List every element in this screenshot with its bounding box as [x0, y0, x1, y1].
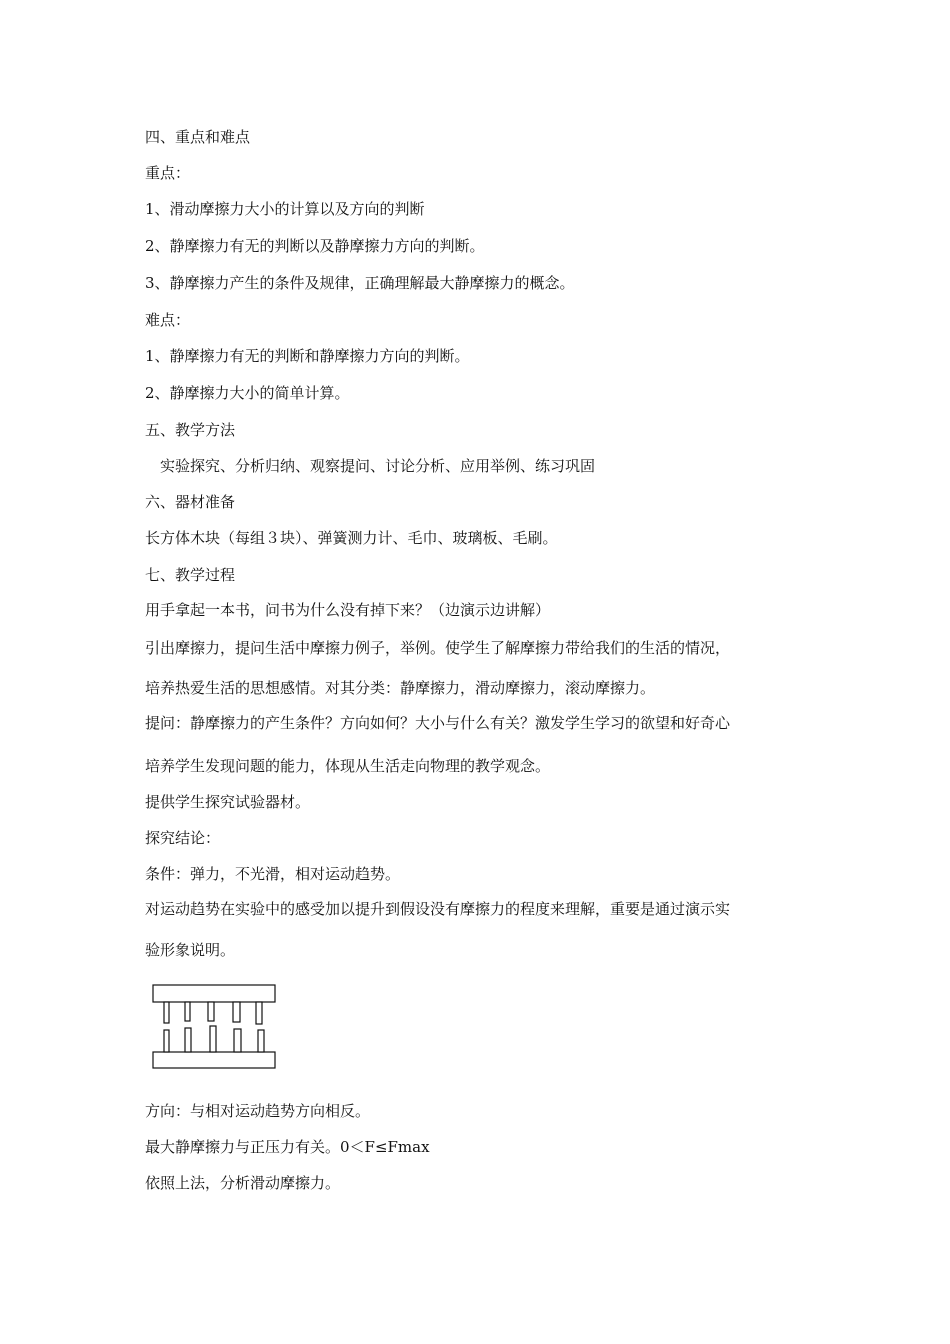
- bristle-bottom-4: [234, 1029, 241, 1052]
- key-point-1: 1、滑动摩擦力大小的计算以及方向的判断: [145, 200, 425, 218]
- bristle-top-5: [256, 1002, 262, 1024]
- section-5-heading: 五、教学方法: [145, 421, 236, 439]
- materials-text: 长方体木块（每组３块）、弹簧测力计、毛巾、玻璃板、毛刷。: [145, 529, 558, 547]
- bristle-bottom-3: [210, 1026, 216, 1052]
- process-line-1: 用手拿起一本书，问书为什么没有掉下来？（边演示边讲解）: [145, 601, 551, 619]
- condition-line: 条件：弹力，不光滑，相对运动趋势。: [145, 865, 401, 883]
- conclusion-label: 探究结论：: [145, 829, 221, 847]
- process-line-6: 提供学生探究试验器材。: [145, 793, 311, 811]
- difficulties-label: 难点：: [145, 311, 191, 329]
- section-7-heading: 七、教学过程: [145, 566, 236, 584]
- direction-line: 方向：与相对运动趋势方向相反。: [145, 1102, 371, 1120]
- bottom-plate: [153, 1052, 275, 1068]
- bristle-bottom-2: [185, 1028, 191, 1052]
- bristle-top-4: [233, 1002, 240, 1022]
- bristle-top-1: [164, 1002, 169, 1023]
- explanation-line-2: 验形象说明。: [145, 941, 236, 959]
- section-4-heading: 四、重点和难点: [145, 128, 251, 146]
- teaching-methods-text: 实验探究、分析归纳、观察提问、讨论分析、应用举例、练习巩固: [160, 457, 596, 475]
- bristle-top-2: [185, 1002, 190, 1021]
- sliding-friction-line: 依照上法，分析滑动摩擦力。: [145, 1174, 341, 1192]
- process-line-5: 培养学生发现问题的能力，体现从生活走向物理的教学观念。: [145, 757, 551, 775]
- bristle-bottom-5: [258, 1030, 264, 1052]
- top-plate: [153, 985, 275, 1002]
- key-points-label: 重点：: [145, 164, 191, 182]
- process-line-3: 培养热爱生活的思想感情。对其分类：静摩擦力，滑动摩擦力，滚动摩擦力。: [145, 679, 656, 697]
- key-point-2: 2、静摩擦力有无的判断以及静摩擦力方向的判断。: [145, 237, 485, 255]
- difficulty-2: 2、静摩擦力大小的简单计算。: [145, 384, 350, 402]
- process-line-4: 提问：静摩擦力的产生条件？方向如何？大小与什么有关？激发学生学习的欲望和好奇心: [145, 714, 731, 732]
- difficulty-1: 1、静摩擦力有无的判断和静摩擦力方向的判断。: [145, 347, 470, 365]
- section-6-heading: 六、器材准备: [145, 493, 236, 511]
- friction-bristles-diagram: [150, 982, 280, 1074]
- bristle-bottom-1: [164, 1030, 169, 1052]
- explanation-line-1: 对运动趋势在实验中的感受加以提升到假设没有摩擦力的程度来理解，重要是通过演示实: [145, 900, 731, 918]
- bristle-top-3: [208, 1002, 214, 1021]
- key-point-3: 3、静摩擦力产生的条件及规律，正确理解最大静摩擦力的概念。: [145, 274, 575, 292]
- process-line-2: 引出摩擦力，提问生活中摩擦力例子，举例。使学生了解摩擦力带给我们的生活的情况，: [145, 639, 731, 657]
- max-static-friction-line: 最大静摩擦力与正压力有关。0＜F≤Fmax: [145, 1138, 430, 1156]
